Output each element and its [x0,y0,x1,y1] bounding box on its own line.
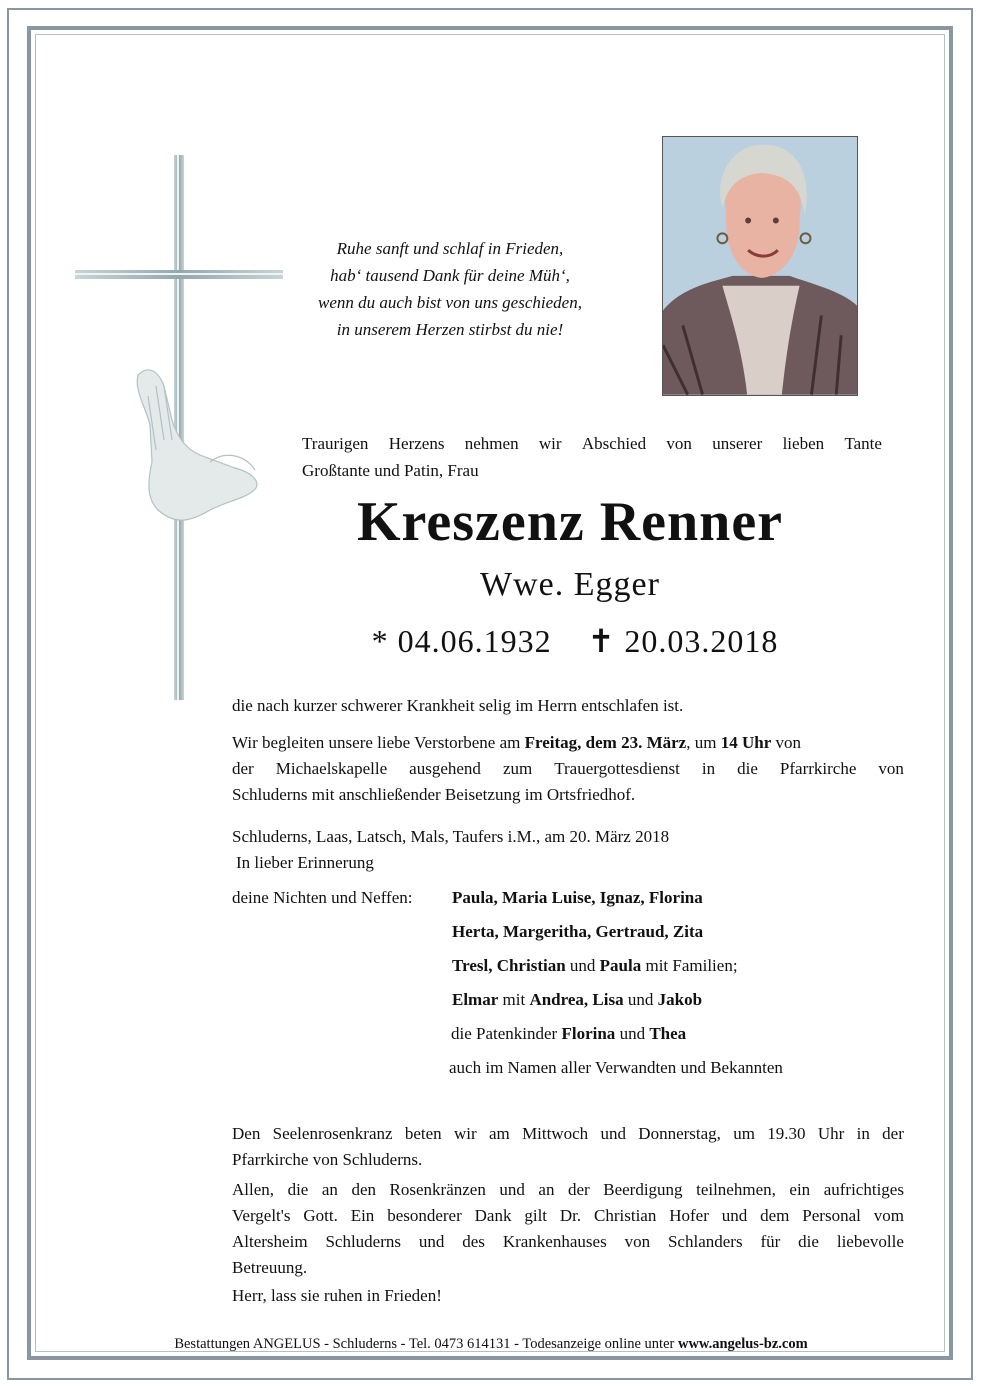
word: Christian [594,1206,657,1225]
funeral-post: von [775,733,801,752]
word: aufrichtiges [823,1180,904,1199]
word: die [798,1232,819,1251]
funeral-line-1 [232,730,904,756]
word: und [418,1232,445,1251]
poem-line: hab‘ tausend Dank für deine Müh‘, [330,266,570,285]
word: Michaelskapelle [275,759,388,778]
poem-line: wenn du auch bist von uns geschieden, [318,293,582,312]
word: teilnehmen, [696,1180,776,1199]
birth-date: 04.06.1932 [397,623,552,659]
word: 19.30 [767,1124,806,1143]
funeral-day: Freitag, dem 23. März [524,733,687,752]
word: Hofer [669,1206,709,1225]
remembrance: In lieber Erinnerung [236,853,374,872]
word: Personal [802,1206,861,1225]
word: Beerdigung [603,1180,683,1199]
word: Tante [844,434,882,453]
names: Thea [649,1024,687,1043]
connector: und [619,1024,646,1043]
intro-line-2: Großtante und Patin, Frau [302,461,479,480]
portrait-photo [662,136,858,396]
word: für [760,1232,781,1251]
word: und [600,1124,626,1143]
word: ein [789,1180,811,1199]
word: Rosenkränzen [389,1180,486,1199]
word: gilt [524,1206,548,1225]
names: Jakob [657,990,703,1009]
word: von [878,759,904,778]
word: Gott. [303,1206,338,1225]
thanks-line-1 [232,1177,904,1203]
word: in [856,1124,870,1143]
word: die [737,759,758,778]
word: Dr. [559,1206,582,1225]
word: vom [873,1206,904,1225]
thanks-line-3 [232,1229,904,1255]
word: an [538,1180,555,1199]
birth-star-icon: * [371,623,389,659]
death-date: 20.03.2018 [624,623,779,659]
names: Herta, Margeritha, Gertraud, Zita [452,922,704,941]
word: Abschied [581,434,647,453]
intro-text [302,430,882,484]
word: Traurigen [302,434,369,453]
rosary-paragraph [232,1121,904,1173]
word: besonderer [387,1206,462,1225]
word: am [488,1124,510,1143]
word: Uhr [817,1124,845,1143]
word: den [351,1180,376,1199]
word: der [567,1180,590,1199]
relatives-row [451,1024,686,1044]
names: Florina [561,1024,616,1043]
cross-icon: ✝ [587,623,616,659]
relatives-row [452,922,703,942]
word: die [287,1180,309,1199]
cross-praying-hands-icon [60,150,290,710]
word: ausgehend [409,759,481,778]
word: wir [453,1124,477,1143]
word: Mittwoch [522,1124,589,1143]
word: lieben [782,434,825,453]
word: des [462,1232,485,1251]
word: Seelenrosenkranz [272,1124,393,1143]
word: dem [760,1206,790,1225]
names: Andrea, Lisa [529,990,624,1009]
word: Dank [474,1206,512,1225]
word: an [321,1180,338,1199]
poem [270,235,630,343]
word: von [666,434,692,453]
word: Den [232,1124,261,1143]
widow-of: Wwe. Egger [480,566,660,603]
word: und [499,1180,525,1199]
word: liebevolle [836,1232,904,1251]
word: wir [538,434,562,453]
word: und [721,1206,748,1225]
word: in [701,759,716,778]
thanks-line-4: Betreuung. [232,1258,308,1277]
funeral-line-3: Schluderns mit anschließender Beisetzung im Ortsfriedhof. [232,785,636,804]
funeral-time: 14 Uhr [720,733,772,752]
word: Donnerstag, [638,1124,721,1143]
place-date: Schluderns, Laas, Latsch, Mals, Taufers i.M., am 20. März 2018 [232,827,670,846]
names: Tresl, Christian [452,956,566,975]
closing-prayer: Herr, lass sie ruhen in Frieden! [232,1286,442,1305]
thanks-line-2 [232,1203,904,1229]
word: Ein [350,1206,375,1225]
deceased-name: Kreszenz Renner [356,491,784,553]
rosary-line-2: Pfarrkirche von Schluderns. [232,1150,423,1169]
word: Altersheim [232,1232,308,1251]
word: Schluderns [325,1232,401,1251]
connector: mit [502,990,526,1009]
footer-link[interactable]: www.angelus-bz.com [677,1336,808,1352]
funeral-line-2 [232,756,904,782]
word: von [624,1232,651,1251]
word: um [733,1124,755,1143]
connector: und [569,956,596,975]
thanks-paragraph [232,1177,904,1281]
word: der [882,1124,904,1143]
poem-line: Ruhe sanft und schlaf in Frieden, [336,239,564,258]
connector: und [627,990,654,1009]
names: Elmar [452,990,499,1009]
relatives-row: auch im Namen aller Verwandten und Bekannten [449,1058,783,1077]
relatives-row [452,956,738,976]
relatives-row [452,888,703,908]
footer-text: Bestattungen ANGELUS - Schluderns - Tel. 0473 614131 - Todesanzeige online unter [174,1336,675,1352]
intro-line-1 [302,430,882,457]
word: zum [502,759,533,778]
word: Allen, [232,1180,275,1199]
rosary-line-1 [232,1121,904,1147]
word: der [232,759,254,778]
life-dates [340,622,810,660]
word: Krankenhauses [502,1232,607,1251]
word: Vergelt's [232,1206,291,1225]
funeral-pre: Wir begleiten unsere liebe Verstorbene am [232,733,521,752]
relatives-row [452,990,702,1010]
poem-line: in unserem Herzen stirbst du nie! [336,320,564,339]
word: nehmen [464,434,519,453]
connector: die Patenkinder [451,1024,558,1043]
connector: mit Familien; [645,956,738,975]
word: Schlanders [667,1232,743,1251]
passing-text: die nach kurzer schwerer Krankheit selig im Herrn entschlafen ist. [232,696,684,715]
word: Trauergottesdienst [554,759,680,778]
names: Paula [599,956,642,975]
word: unserer [712,434,763,453]
word: Pfarrkirche [779,759,857,778]
footer [40,1336,942,1353]
word: Herzens [388,434,445,453]
names: Paula, Maria Luise, Ignaz, Florina [452,888,703,907]
funeral-mid: , um [686,733,717,752]
funeral-paragraph [232,730,904,808]
word: beten [404,1124,442,1143]
relatives-label: deine Nichten und Neffen: [232,888,413,907]
